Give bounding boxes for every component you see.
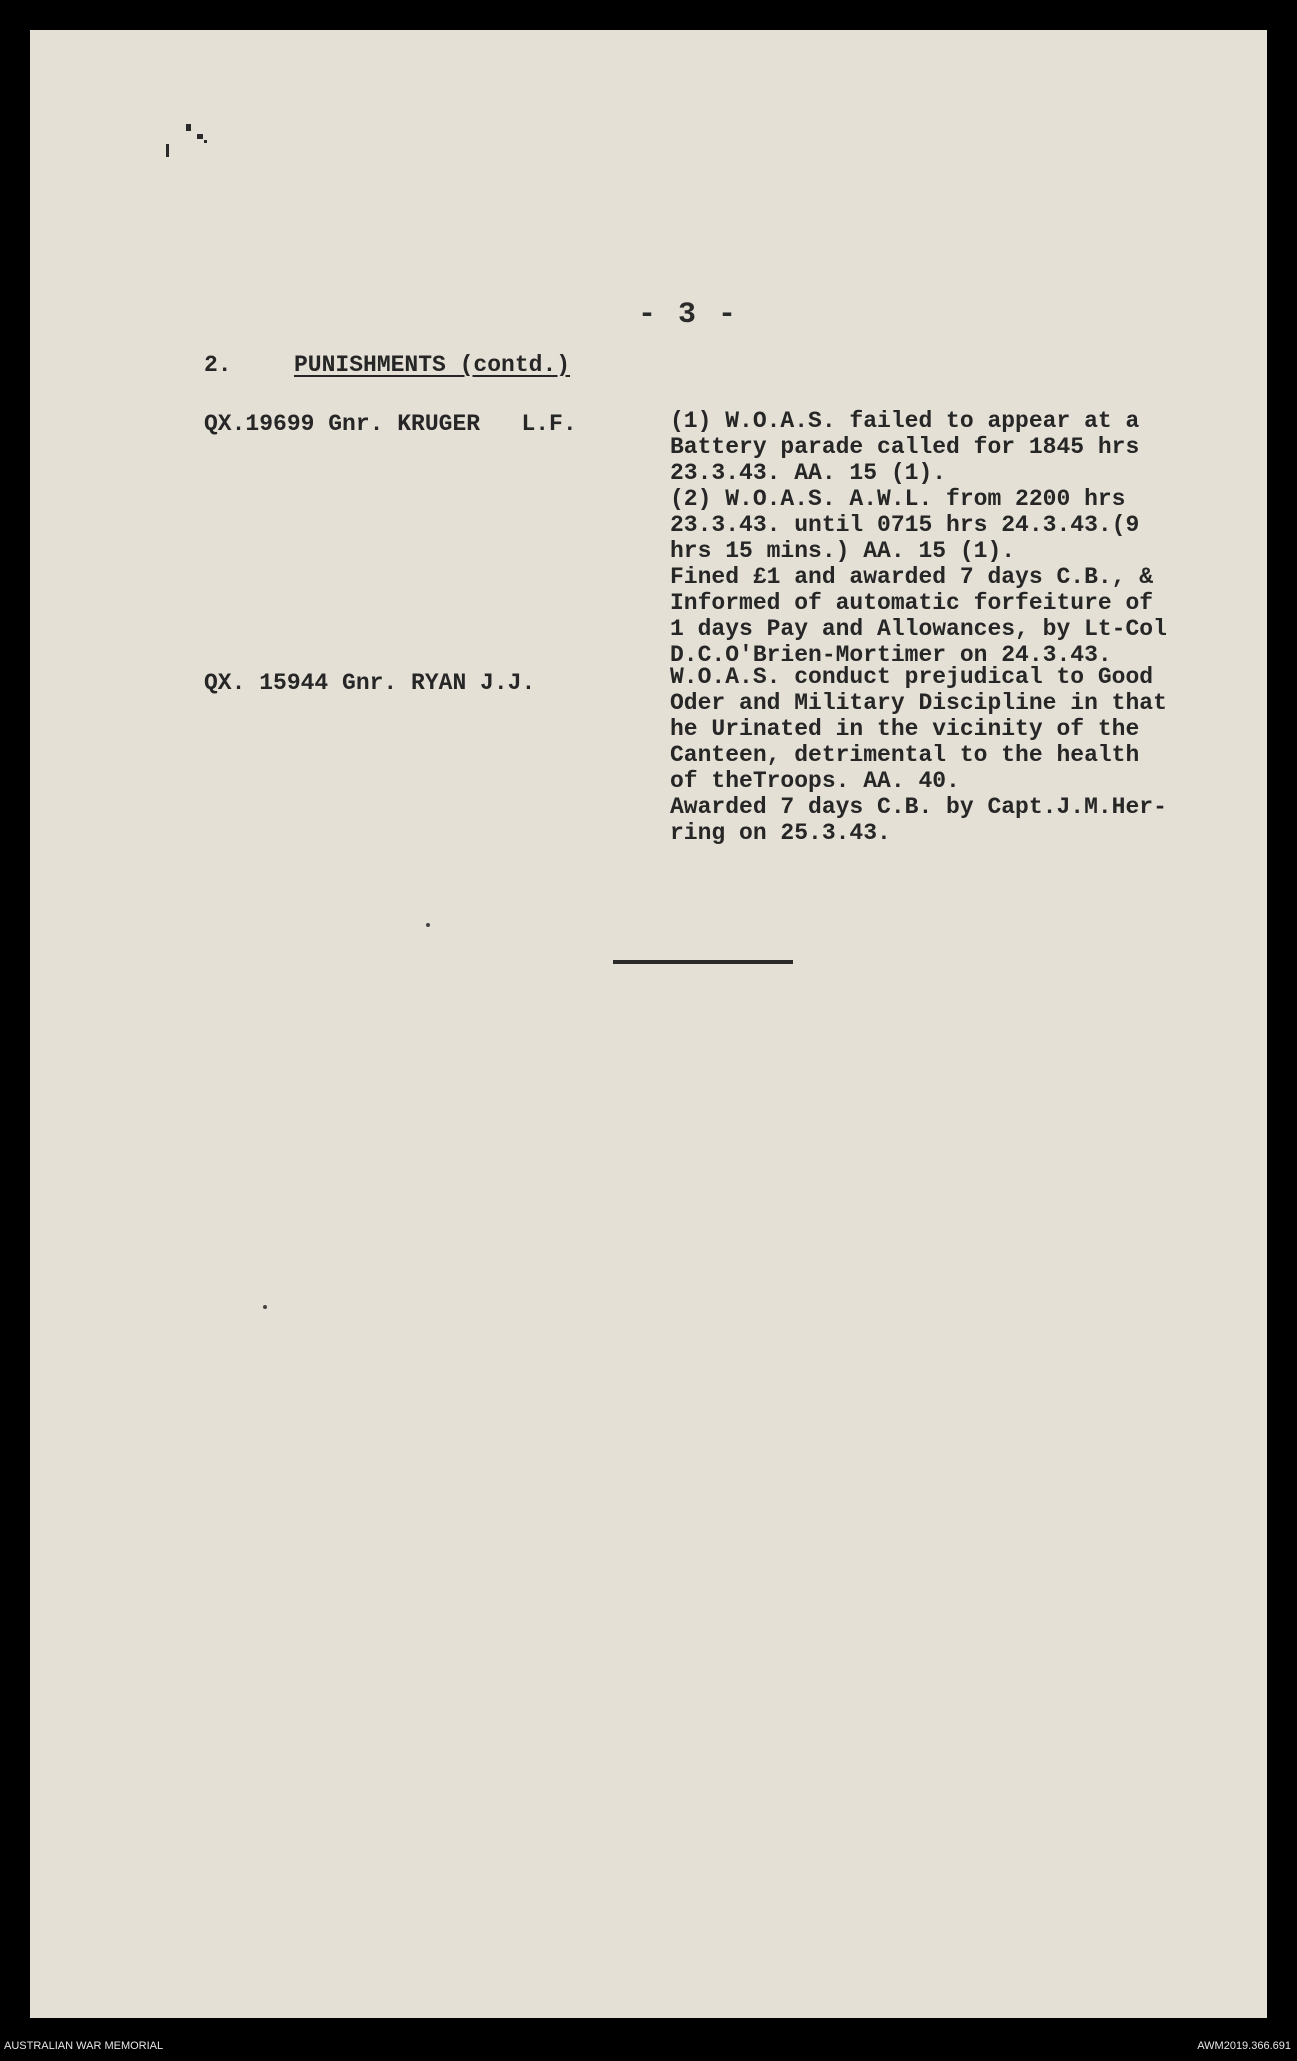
entry-line: (1) W.O.A.S. failed to appear at a [670, 408, 1140, 434]
entry-line: Battery parade called for 1845 hrs [670, 434, 1140, 460]
punch-mark [186, 124, 191, 131]
section-number: 2. [204, 352, 232, 378]
entry-line: Canteen, detrimental to the health [670, 742, 1140, 768]
entry-line: Fined £1 and awarded 7 days C.B., & [670, 564, 1154, 590]
section-heading [204, 352, 570, 378]
entry-name: QX. 15944 Gnr. RYAN J.J. [204, 670, 536, 696]
entry-line: he Urinated in the vicinity of the [670, 716, 1140, 742]
entry-line: (2) W.O.A.S. A.W.L. from 2200 hrs [670, 486, 1126, 512]
entry-line: ring on 25.3.43. [670, 820, 891, 846]
punch-mark [197, 134, 203, 139]
entry-line: 1 days Pay and Allowances, by Lt-Col [670, 616, 1167, 642]
entry-line: W.O.A.S. conduct prejudical to Good [670, 664, 1154, 690]
entry-line: of theTroops. AA. 40. [670, 768, 960, 794]
section-title: PUNISHMENTS (contd.) [294, 352, 571, 378]
entry-line: hrs 15 mins.) AA. 15 (1). [670, 538, 1016, 564]
speck [426, 923, 430, 927]
punch-mark [204, 140, 207, 143]
page-number: - 3 - [638, 298, 739, 332]
entry-name: QX.19699 Gnr. KRUGER L.F. [204, 411, 577, 437]
punch-mark [166, 144, 169, 157]
entry-detail [670, 664, 1250, 846]
entry-line: D.C.O'Brien-Mortimer on 24.3.43. [670, 642, 1112, 668]
document-page [30, 30, 1267, 2018]
end-rule [613, 960, 793, 964]
entry-line: Oder and Military Discipline in that [670, 690, 1167, 716]
footer-accession-id: AWM2019.366.691 [1197, 2040, 1291, 2052]
entry-line: Informed of automatic forfeiture of [670, 590, 1154, 616]
entry-detail [670, 408, 1250, 668]
entry-line: 23.3.43. AA. 15 (1). [670, 460, 947, 486]
speck [263, 1305, 267, 1309]
entry-line: 23.3.43. until 0715 hrs 24.3.43.(9 [670, 512, 1140, 538]
footer-archive-label: AUSTRALIAN WAR MEMORIAL [4, 2040, 164, 2052]
entry-line: Awarded 7 days C.B. by Capt.J.M.Her- [670, 794, 1167, 820]
